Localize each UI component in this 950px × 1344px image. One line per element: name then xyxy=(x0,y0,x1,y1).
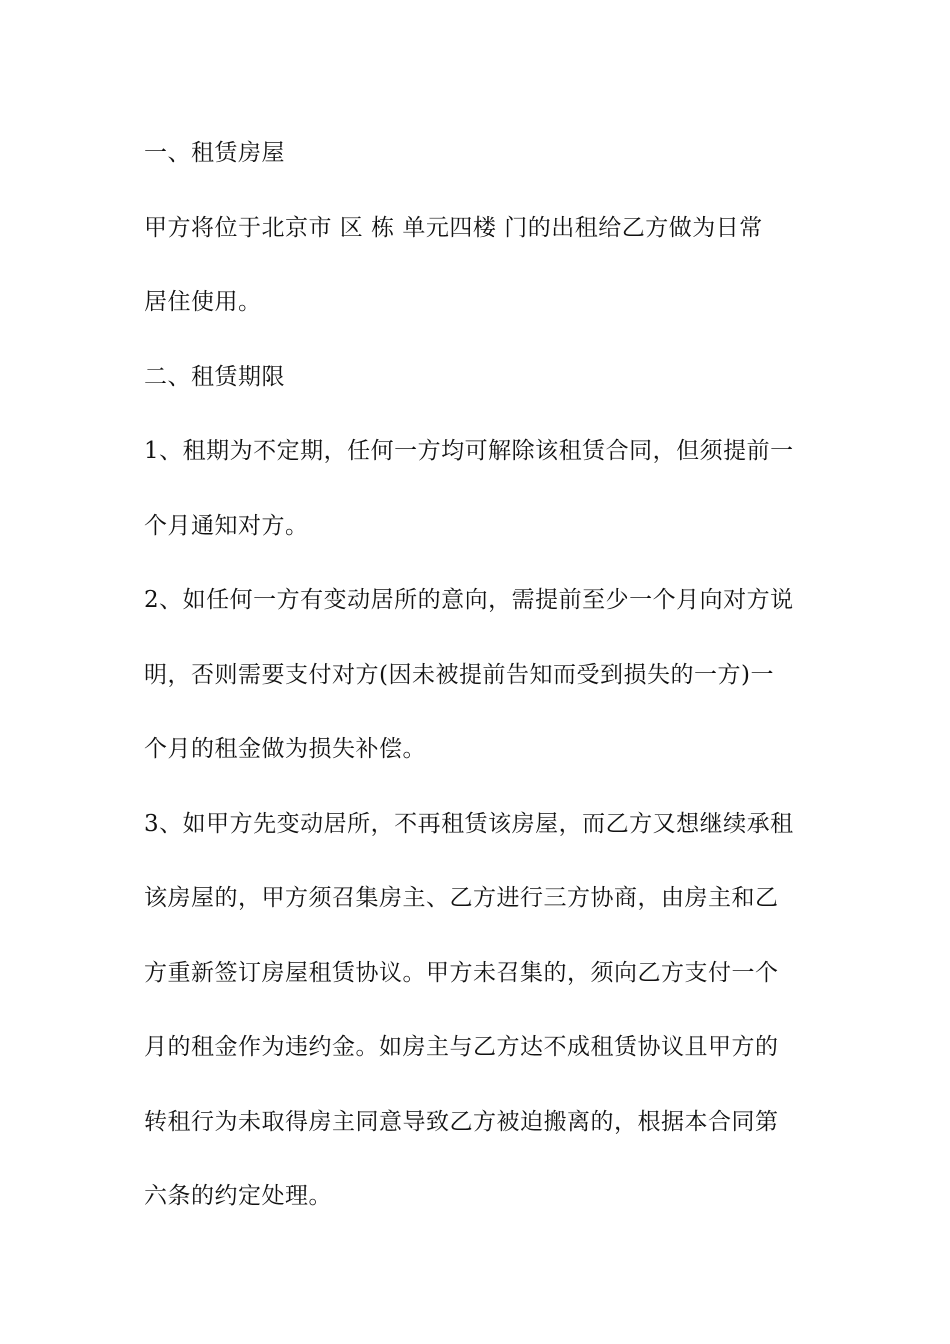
paragraph-line: 居住使用。 xyxy=(144,289,262,315)
clause-3-line: 方重新签订房屋租赁协议。甲方未召集的，须向乙方支付一个 xyxy=(144,959,779,986)
section-heading-2: 二、租赁期限 xyxy=(144,363,285,390)
clause-3-line: 3、如甲方先变动居所，不再租赁该房屋，而乙方又想继续承租 xyxy=(144,810,794,837)
section-heading-1: 一、租赁房屋 xyxy=(144,140,285,166)
clause-3-line: 转租行为未取得房主同意导致乙方被迫搬离的，根据本合同第 xyxy=(144,1108,779,1135)
clause-3-line: 六条的约定处理。 xyxy=(144,1183,332,1209)
clause-2-line: 个月的租金做为损失补偿。 xyxy=(144,736,426,762)
clause-2-line: 2、如任何一方有变动居所的意向，需提前至少一个月向对方说 xyxy=(144,587,794,613)
clause-3-line: 该房屋的，甲方须召集房主、乙方进行三方协商，由房主和乙 xyxy=(144,885,779,911)
clause-2-line: 明，否则需要支付对方(因未被提前告知而受到损失的一方)一 xyxy=(144,661,774,688)
clause-1-line: 个月通知对方。 xyxy=(144,512,309,539)
document-body xyxy=(144,116,812,1234)
clause-1-line: 1、租期为不定期，任何一方均可解除该租赁合同，但须提前一 xyxy=(144,438,794,464)
clause-3-line: 月的租金作为违约金。如房主与乙方达不成租赁协议且甲方的 xyxy=(144,1034,779,1060)
paragraph-line: 甲方将位于北京市 区 栋 单元四楼 门的出租给乙方做为日常 xyxy=(144,214,763,241)
